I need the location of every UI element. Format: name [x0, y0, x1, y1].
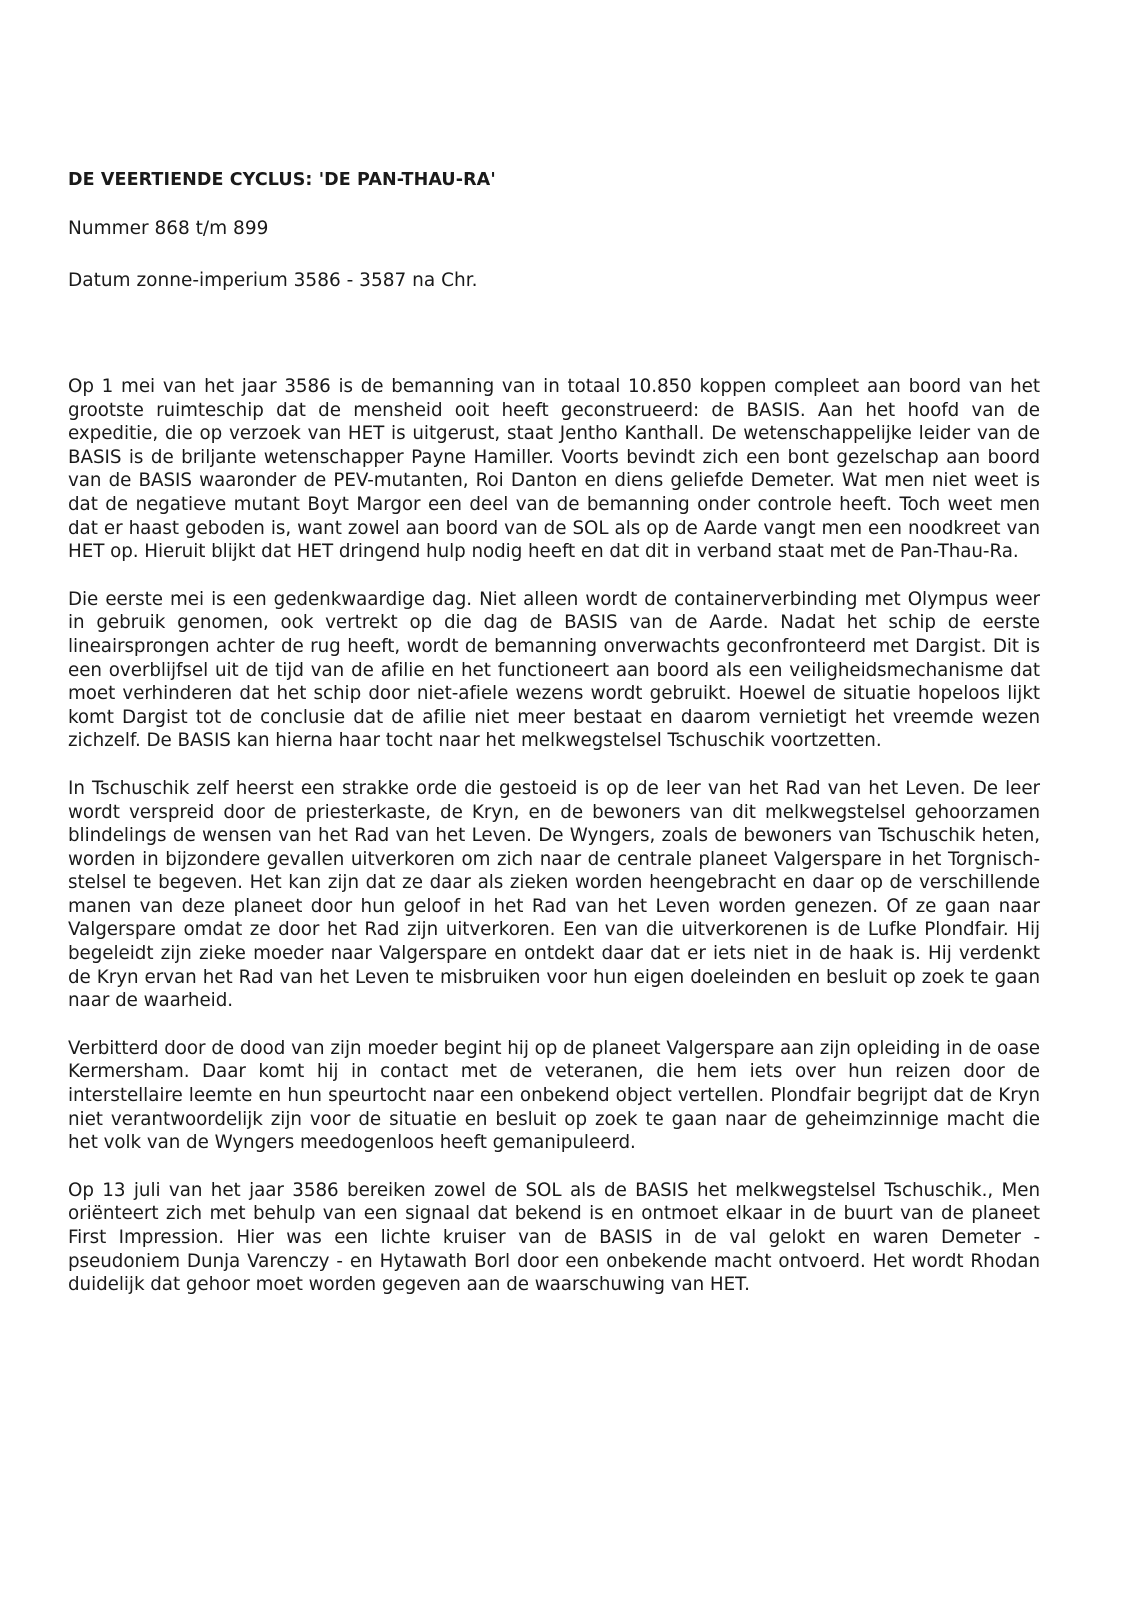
paragraph: Die eerste mei is een gedenkwaardige dag. Niet alleen wordt de containerverbinding met Olympus weer in gebruik genomen, ook vertrekt op die dag de BASIS van de Aarde. Nadat het schip de eerste lineairsprongen achter de rug heeft, wordt de bemanning onverwachts geconfronteerd met Dargist. Dit is een overblijfsel uit de tijd van de afilie en het functioneert aan boord als een veiligheidsmechanisme dat moet verhinderen dat het schip door niet-afiele wezens wordt gebruikt. Hoewel de situatie hopeloos lijkt komt Dargist tot de conclusie dat de afilie niet meer bestaat en daarom vernietigt het vreemde wezen zichzelf. De BASIS kan hierna haar tocht naar het melkwegstelsel Tschuschik voortzetten. [68, 588, 1040, 752]
paragraph: Op 13 juli van het jaar 3586 bereiken zowel de SOL als de BASIS het melkwegstelsel Tschuschik., Men oriënteert zich met behulp van een signaal dat bekend is en ontmoet elkaar in de buurt van de planeet First Impression. Hier was een lichte kruiser van de BASIS in de val gelokt en waren Demeter - pseudoniem Dunja Varenczy - en Hytawath Borl door een onbekende macht ontvoerd. Het wordt Rhodan duidelijk dat gehoor moet worden gegeven aan de waarschuwing van HET. [68, 1179, 1040, 1296]
paragraph: In Tschuschik zelf heerst een strakke orde die gestoeid is op de leer van het Rad van het Leven. De leer wordt verspreid door de priesterkaste, de Kryn, en de bewoners van dit melkwegstelsel gehoorzamen blindelings de wensen van het Rad van het Leven. De Wyngers, zoals de bewoners van Tschuschik heten, worden in bijzondere gevallen uitverkoren om zich naar de centrale planeet Valgerspare in het Torgnisch-stelsel te begeven. Het kan zijn dat ze daar als zieken worden heengebracht en daar op de verschillende manen van deze planeet door hun geloof in het Rad van het Leven worden genezen. Of ze gaan naar Valgerspare omdat ze door het Rad zijn uitverkoren. Een van die uitverkorenen is de Lufke Plondfair. Hij begeleidt zijn zieke moeder naar Valgerspare en ontdekt daar dat er iets niet in de haak is. Hij verdenkt de Kryn ervan het Rad van het Leven te misbruiken voor hun eigen doeleinden en besluit op zoek te gaan naar de waarheid. [68, 777, 1040, 1012]
paragraph: Op 1 mei van het jaar 3586 is de bemanning van in totaal 10.850 koppen compleet aan boord van het grootste ruimteschip dat de mensheid ooit heeft geconstrueerd: de BASIS. Aan het hoofd van de expeditie, die op verzoek van HET is uitgerust, staat Jentho Kanthall. De wetenschappelijke leider van de BASIS is de briljante wetenschapper Payne Hamiller. Voorts bevindt zich een bont gezelschap aan boord van de BASIS waaronder de PEV-mutanten, Roi Danton en diens geliefde Demeter. Wat men niet weet is dat de negatieve mutant Boyt Margor een deel van de bemanning onder controle heeft. Toch weet men dat er haast geboden is, want zowel aan boord van de SOL als op de Aarde vangt men een noodkreet van HET op. Hieruit blijkt dat HET dringend hulp nodig heeft en dat dit in verband staat met de Pan-Thau-Ra. [68, 376, 1040, 563]
date-line: Datum zonne-imperium 3586 - 3587 na Chr. [68, 270, 478, 291]
document-title: DE VEERTIENDE CYCLUS: 'DE PAN-THAU-RA' [68, 170, 496, 190]
issue-number-range: Nummer 868 t/m 899 [68, 218, 269, 239]
paragraph: Verbitterd door de dood van zijn moeder begint hij op de planeet Valgerspare aan zijn opleiding in de oase Kermersham. Daar komt hij in contact met de veteranen, die hem iets over hun reizen door de interstellaire leemte en hun speurtocht naar een onbekend object vertellen. Plondfair begrijpt dat de Kryn niet verantwoordelijk zijn voor de situatie en besluit op zoek te gaan naar de geheimzinnige macht die het volk van de Wyngers meedogenloos heeft gemanipuleerd. [68, 1037, 1040, 1154]
document-page [68, 168, 1040, 1321]
